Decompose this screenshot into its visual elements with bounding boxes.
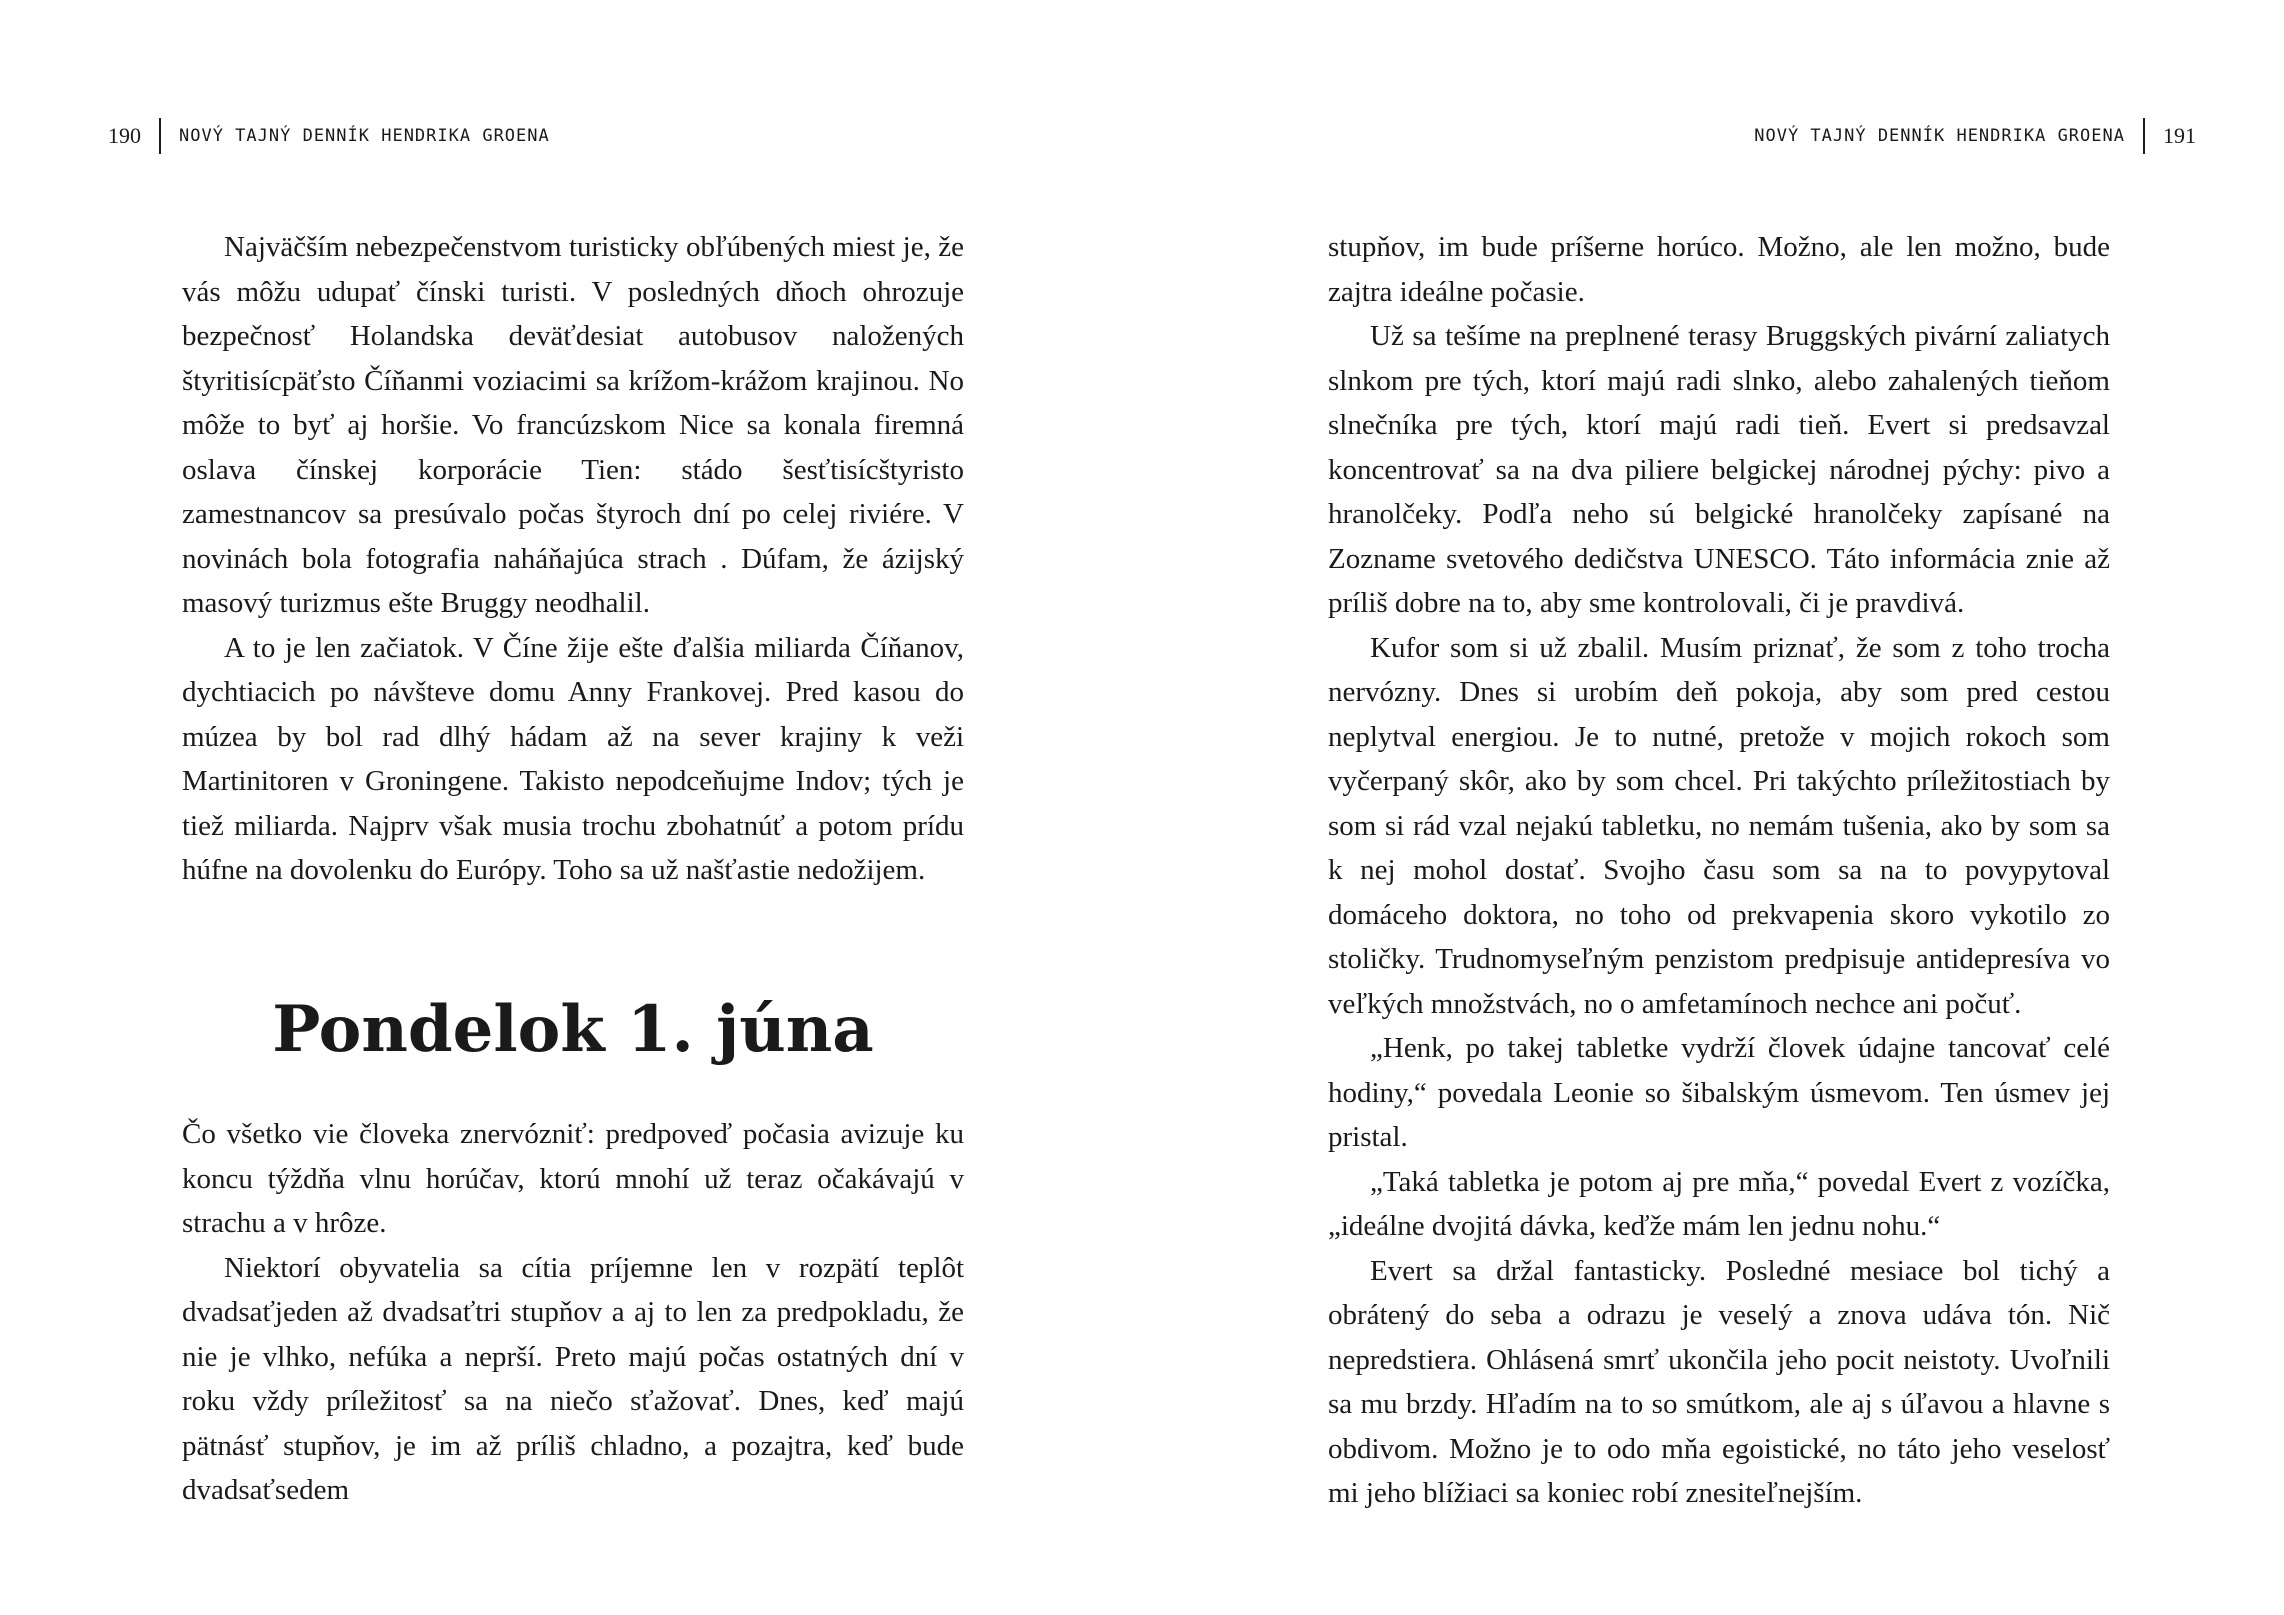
- paragraph: Čo všetko vie človeka znervózniť: predpoveď počasia avizuje ku koncu týždňa vlnu horúčav, ktorú mnohí už teraz očakávajú v strachu a v hrôze.: [182, 1118, 964, 1239]
- paragraph: „Taká tabletka je potom aj pre mňa,“ povedal Evert z vozíčka, „ideálne dvojitá dávka, keďže mám len jednu nohu.“: [1328, 1165, 2110, 1242]
- paragraph: A to je len začiatok. V Číne žije ešte ďalšia miliarda Číňanov, dychtiacich po návšteve domu Anny Frankovej. Pred kasou do múzea by bol rad dlhý hádam až na sever krajiny k veži Martinitoren v Groningene. Takisto nepodceňujme Indov; tých je tiež miliarda. Najprv však musia trochu zbohatnúť a potom prídu húfne na dovolenku do Európy. Toho sa už našťastie nedožijem.: [182, 631, 964, 886]
- page-number: 191: [2163, 123, 2196, 148]
- right-page-header: [1754, 118, 2196, 154]
- running-head: NOVÝ TAJNÝ DENNÍK HENDRIKA GROENA: [1754, 126, 2125, 146]
- right-page: [1142, 0, 2284, 1615]
- text-block-after-heading: [182, 1112, 964, 1513]
- page-number: 190: [108, 123, 141, 148]
- text-block: [1328, 225, 2110, 1516]
- text-block-before-heading: [182, 225, 964, 893]
- running-head: NOVÝ TAJNÝ DENNÍK HENDRIKA GROENA: [179, 126, 550, 146]
- chapter-heading: Pondelok 1. júna: [272, 992, 874, 1067]
- header-divider: [2143, 118, 2145, 154]
- paragraph: Evert sa držal fantasticky. Posledné mesiace bol tichý a obrátený do seba a odrazu je veselý a znova udáva tón. Nič nepredstiera. Ohlásená smrť ukončila jeho pocit neistoty. Uvoľnili sa mu brzdy. Hľadím na to so smútkom, ale aj s úľavou a hlavne s obdivom. Možno je to odo mňa egoistické, no táto jeho veselosť mi jeho blížiaci sa koniec robí znesiteľnejším.: [1328, 1254, 2110, 1509]
- paragraph-continuation: stupňov, im bude príšerne horúco. Možno, ale len možno, bude zajtra ideálne počasie.: [1328, 231, 2110, 308]
- paragraph: Kufor som si už zbalil. Musím priznať, že som z toho trocha nervózny. Dnes si urobím deň pokoja, aby som pred cestou neplytval energiou. Je to nutné, pretože v mojich rokoch som vyčerpaný skôr, ako by som chcel. Pri takýchto príležitostiach by som si rád vzal nejakú tabletku, no nemám tušenia, ako by som sa k nej mohol dostať. Svojho času som sa na to povypytoval domáceho doktora, no toho od prekvapenia skoro vykotilo zo stoličky. Trudnomyseľným penzistom predpisuje antidepresíva vo veľkých množstvách, no o amfetamínoch nechce ani počuť.: [1328, 631, 2110, 1020]
- paragraph: Niektorí obyvatelia sa cítia príjemne len v rozpätí teplôt dvadsaťjeden až dvadsaťtri stupňov a aj to len za predpokladu, že nie je vlhko, nefúka a neprší. Preto majú počas ostatných dní v roku vždy príležitosť sa na niečo sťažovať. Dnes, keď majú pätnásť stupňov, je im až príliš chladno, a pozajtra, keď bude dvadsaťsedem: [182, 1251, 964, 1506]
- paragraph: „Henk, po takej tabletke vydrží človek údajne tancovať celé hodiny,“ povedala Leonie so šibalským úsmevom. Ten úsmev jej pristal.: [1328, 1032, 2110, 1153]
- paragraph: Už sa tešíme na preplnené terasy Bruggských pivární zaliatych slnkom pre tých, ktorí majú radi slnko, alebo zahalených tieňom slnečníka pre tých, ktorí majú radi tieň. Evert si predsavzal koncentrovať sa na dva piliere belgickej národnej pýchy: pivo a hranolčeky. Podľa neho sú belgické hranolčeky zapísané na Zozname svetového dedičstva UNESCO. Táto informácia znie až príliš dobre na to, aby sme kontrolovali, či je pravdivá.: [1328, 320, 2110, 619]
- paragraph: Najväčším nebezpečenstvom turisticky obľúbených miest je, že vás môžu udupať čínski turisti. V posledných dňoch ohrozuje bezpečnosť Holandska deväťdesiat autobusov naložených štyritisícpäťsto Číňanmi voziacimi sa krížom-krážom krajinou. No môže to byť aj horšie. Vo francúzskom Nice sa konala firemná oslava čínskej korporácie Tien: stádo šesťtisícštyristo zamestnancov sa presúvalo počas štyroch dní po celej riviére. V novinách bola fotografia naháňajúca strach . Dúfam, že ázijský masový turizmus ešte Bruggy neodhalil.: [182, 231, 964, 619]
- left-page-header: [108, 118, 550, 154]
- header-divider: [159, 118, 161, 154]
